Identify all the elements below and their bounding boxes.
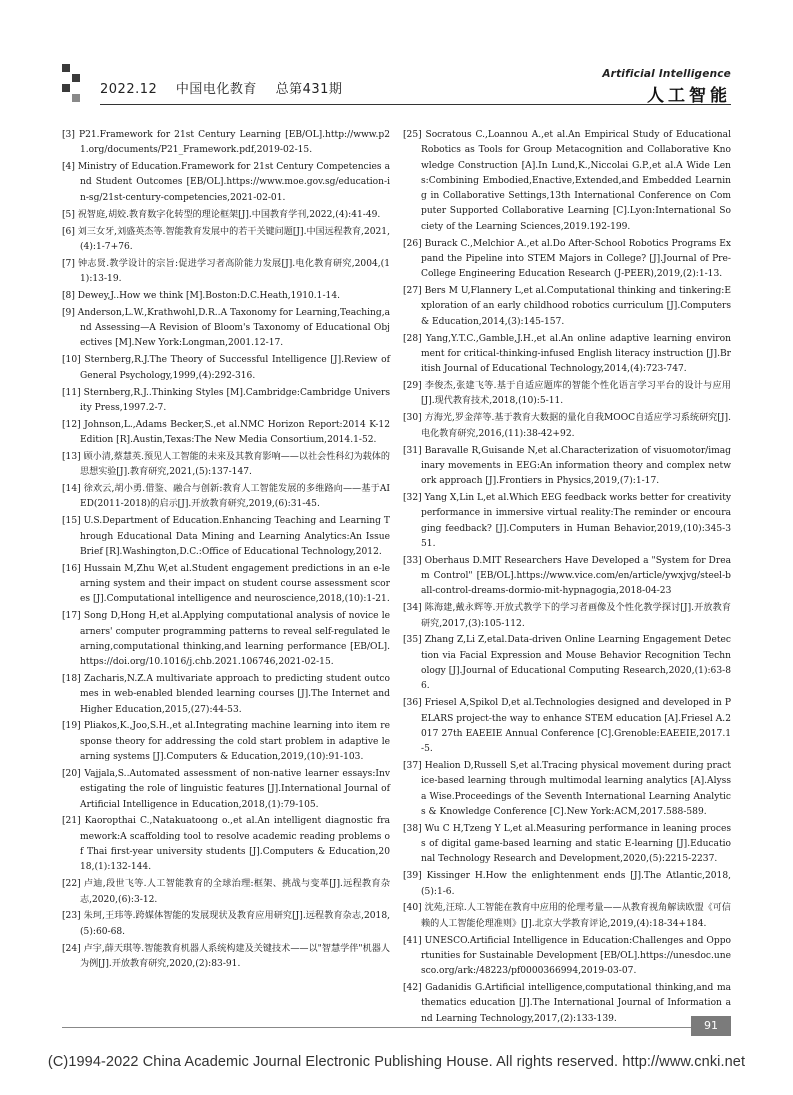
header-rule	[100, 104, 731, 105]
copyright-notice: (C)1994-2022 China Academic Journal Electronic Publishing House. All rights reserved. http://www.cnki.net	[47, 1054, 746, 1070]
reference-entry: [9] Anderson,L.W.,Krathwohl,D.R..A Taxonomy for Learning,Teaching,and Assessing—A Revision of Bloom's Taxonomy of Educational Objectives [M].New York:Longman,2001.12-17.	[62, 307, 391, 349]
reference-entry: [6] 刘三女牙,刘盛英杰等.智能教育发展中的若干关键问题[J].中国远程教育,2021,(4):1-7+76.	[62, 226, 390, 252]
reference-entry: [12] Johnson,L.,Adams Becker,S.,et al.NMC Horizon Report:2014 K-12 Edition [R].Austin,Texas:The New Media Consortium,2014.1-52.	[62, 419, 390, 445]
footer-rule	[62, 1027, 731, 1028]
reference-entry: [14] 徐欢云,胡小勇.借鉴、融合与创新:教育人工智能发展的多维路向——基于AIED(2011-2018)的启示[J].开放教育研究,2019,(6):31-45.	[62, 484, 390, 510]
reference-entry: [17] Song D,Hong H,et al.Applying computational analysis of novice learners' computer programming patterns to reveal self-regulated learning,computational thinking,and learning performance [EB/OL].https://doi.org/10.1016/j.chb.2021.106746,2021-02-15.	[62, 611, 390, 668]
reference-entry: [13] 顾小清,蔡慧英.预见人工智能的未来及其教育影响——以社会性科幻为载体的思想实验[J].教育研究,2021,(5):137-147.	[62, 451, 390, 478]
reference-entry: [28] Yang,Y.T.C.,Gamble,J.H.,et al.An online adaptive learning environment for critical-thinking-infused English literacy instruction [J].British Journal of Educational Technology,2014,(4):723-747.	[403, 333, 731, 375]
reference-entry: [4] Ministry of Education.Framework for 21st Century Competencies and Student Outcomes [EB/OL].https://www.moe.gov.sg/education-in-sg/21st-century-competencies,2021-02-01.	[62, 162, 390, 203]
reference-entry: [8] Dewey,J..How we think [M].Boston:D.C.Heath,1910.1-14.	[62, 290, 341, 301]
reference-entry: [38] Wu C H,Tzeng Y L,et al.Measuring performance in leaning process of digital game-based learning and static E-learning [J].Educational Technology Research and Development,2020,(5):2215-2237.	[403, 823, 731, 865]
issue-date: 2022.12	[100, 82, 158, 97]
reference-entry: [10] Sternberg,R.J.The Theory of Successful Intelligence [J].Review of General Psychology,1999,(4):292-316.	[62, 355, 390, 381]
reference-entry: [42] Gadanidis G.Artificial intelligence,computational thinking,and mathematics education [J].The International Journal of Information and Learning Technology,2017,(2):133-139.	[403, 983, 731, 1024]
reference-entry: [20] Vajjala,S..Automated assessment of non-native learner essays:Investigating the role of linguistic features [J].International Journal of Artificial Intelligence in Education,2018,(1):79-105.	[62, 768, 390, 810]
total-issue: 总第431期	[275, 82, 343, 97]
reference-entry: [27] Bers M U,Flannery L,et al.Computational thinking and tinkering:Exploration of an early childhood robotics curriculum [J].Computers & Education,2014,(3):145-157.	[403, 286, 731, 327]
reference-entry: [19] Pliakos,K.,Joo,S.H.,et al.Integrating machine learning into item response theory for addressing the cold start problem in adaptive learning systems [J].Computers & Education,2019,(10):91-103.	[62, 721, 390, 763]
reference-entry: [25] Socratous C.,Loannou A.,et al.An Empirical Study of Educational Robotics as Tools for Group Metacognition and Collaborative Knowledge Construction [A].In Lund,K.,Niccolai G.P.,et al.A Wide Lens:Combining Embodied,Enactive,Extended,and Embedded Learning in Collaborative Settings,13th International Conference on Computer Supported Collaborative Learning [C].Lyon:International Society of the Learning Sciences,2019.192-199.	[403, 130, 731, 232]
reference-entry: [36] Friesel A,Spikol D,et al.Technologies designed and developed in PELARS project-the way to enhance STEM education [A].Friesel A.2017 27th EAEEIE Annual Conference [C].Grenoble:EAEEIE,2017.1-5.	[403, 698, 731, 755]
reference-entry: [5] 祝智庭,胡姣.教育数字化转型的理论框架[J].中国教育学刊,2022,(4):41-49.	[62, 209, 381, 220]
reference-entry: [32] Yang X,Lin L,et al.Which EEG feedback works better for creativity performance in immersive virtual reality:The reminder or encouraging feedback? [J].Computers in Human Behavior,2019,(10):345-351.	[403, 492, 731, 549]
reference-entry: [3] P21.Framework for 21st Century Learning [EB/OL].http://www.p21.org/documents/P21_Framework.pdf,2019-02-15.	[62, 130, 390, 156]
header-logo-mark	[62, 64, 84, 104]
reference-entry: [16] Hussain M,Zhu W,et al.Student engagement predictions in an e-learning system and their impact on student course assessment scores [J].Computational intelligence and neuroscience,2018,(10):1-21.	[62, 563, 390, 605]
reference-entry: [34] 陈海建,戴永辉等.开放式教学下的学习者画像及个性化教学探讨[J].开放教育研究,2017,(3):105-112.	[403, 603, 731, 629]
reference-entry: [23] 朱珂,王玮等.跨媒体智能的发展现状及教育应用研究[J].远程教育杂志,2018,(5):60-68.	[62, 911, 390, 937]
reference-entry: [21] Kaoropthai C.,Natakuatoong o.,et al.An intelligent diagnostic framework:A scaffolding tool to resolve academic reading problems of Thai first-year university students [J].Computers & Education,2018,(1):132-144.	[62, 816, 390, 873]
reference-entry: [39] Kissinger H.How the enlightenment ends [J].The Atlantic,2018,(5):1-6.	[403, 871, 731, 897]
reference-entry: [31] Baravalle R,Guisande N,et al.Characterization of visuomotor/imaginary movements in EEG:An information theory and complex network approach [J].Frontiers in Physics,2019,(7):1-17.	[403, 445, 731, 487]
reference-entry: [40] 沈苑,汪琼.人工智能在教育中应用的伦理考量——从教育视角解读欧盟《可信赖的人工智能伦理准则》[J].北京大学教育评论,2019,(4):18-34+184.	[403, 903, 731, 929]
reference-entry: [35] Zhang Z,Li Z,etal.Data-driven Online Learning Engagement Detection via Facial Expression and Mouse Behavior Recognition Technology [J].Journal of Educational Computing Research,2020,(1):63-86.	[403, 635, 731, 692]
journal-name: 中国电化教育	[175, 82, 257, 97]
reference-entry: [15] U.S.Department of Education.Enhancing Teaching and Learning Through Educational Data Mining and Learning Analytics:An Issue Brief [R].Washington,D.C.:Office of Educational Technology,2012.	[62, 516, 390, 557]
running-header	[100, 78, 356, 97]
reference-entry: [33] Oberhaus D.MIT Researchers Have Developed a "System for Dream Control" [EB/OL].https://www.vice.com/en/article/ywxjvg/steel-ball-control-dreams-dormio-mit-hypnagogia,2018-04-23	[403, 555, 731, 597]
reference-entry: [41] UNESCO.Artificial Intelligence in Education:Challenges and Opportunities for Sustainable Development [EB/OL].https://unesdoc.unesco.org/ark:/48223/pf0000366994,2019-03-07.	[403, 935, 731, 977]
references-right-column	[403, 128, 731, 1029]
section-name-en: Artificial Intelligence	[602, 68, 731, 80]
reference-entry: [7] 钟志贤.教学设计的宗旨:促进学习者高阶能力发展[J].电化教育研究,2004,(11):13-19.	[62, 258, 390, 285]
reference-entry: [22] 卢迪,段世飞等.人工智能教育的全球治理:框架、挑战与变革[J].远程教育杂志,2020,(6):3-12.	[62, 879, 390, 905]
reference-entry: [29] 李俊杰,张建飞等.基于自适应题库的智能个性化语言学习平台的设计与应用[J].现代教育技术,2018,(10):5-11.	[403, 381, 731, 407]
reference-entry: [11] Sternberg,R.J..Thinking Styles [M].Cambridge:Cambridge University Press,1997.2-7.	[62, 387, 390, 413]
reference-entry: [30] 方海光,罗金萍等.基于教育大数据的量化自我MOOC自适应学习系统研究[J].电化教育研究,2016,(11):38-42+92.	[403, 413, 731, 439]
page-number: 91	[691, 1016, 731, 1036]
reference-entry: [18] Zacharis,N.Z.A multivariate approach to predicting student outcomes in web-enabled blended learning courses [J].The Internet and Higher Education,2015,(27):44-53.	[62, 674, 390, 715]
reference-entry: [24] 卢宇,薛天琪等.智能教育机器人系统构建及关键技术——以"智慧学伴"机器人为例[J].开放教育研究,2020,(2):83-91.	[62, 943, 390, 969]
section-label	[602, 68, 731, 106]
reference-entry: [26] Burack C.,Melchior A.,et al.Do After-School Robotics Programs Expand the Pipeline into STEM Majors in College? [J].Journal of Pre-College Engineering Education Research (J-PEER),2019,(2):1-13.	[403, 238, 731, 280]
section-name-zh: 人工智能	[647, 86, 731, 106]
reference-entry: [37] Healion D,Russell S,et al.Tracing physical movement during practice-based learning through multimodal learning analytics [A].Alyssa Wise.Proceedings of the Seventh International Learning Analytics & Knowledge Conference [C].New York:ACM,2017.588-589.	[403, 761, 731, 817]
references-left-column	[62, 128, 390, 974]
